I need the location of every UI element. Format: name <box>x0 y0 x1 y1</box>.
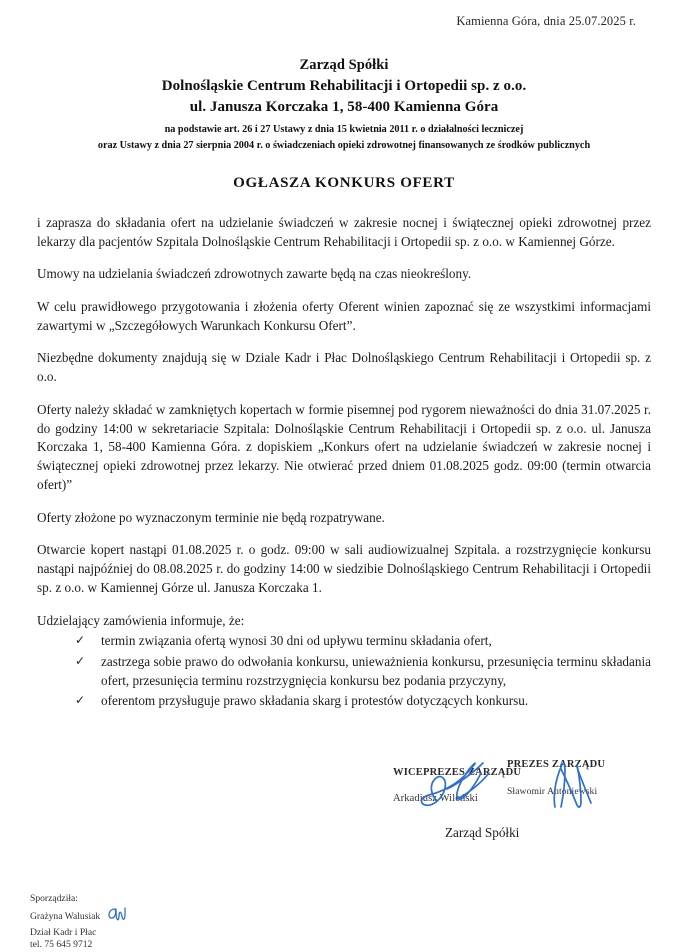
paragraph-late-offers: Oferty złożone po wyznaczonym terminie nie będą rozpatrywane. <box>37 509 385 525</box>
list-item <box>75 653 651 690</box>
paragraph-documents-location: Niezbędne dokumenty znajdują się w Dziale Kadr i Płac Dolnośląskiego Centrum Rehabilitacji i Ortopedii sp. z o.o. <box>37 350 651 385</box>
paragraph-preparation-terms: W celu prawidłowego przygotowania i złożenia oferty Oferent winien zapoznać się ze wszystkimi informacjami zawartymi w „Szczegółowych Warunkach Konkursu Ofert”. <box>37 299 651 333</box>
header-org-line-2: Dolnośląskie Centrum Rehabilitacji i Ortopedii sp. z o.o. <box>161 77 527 94</box>
list-item <box>75 692 651 711</box>
paragraph-contract-duration: Umowy na udzielania świadczeń zdrowotnych zawarte będą na czas nieokreślony. <box>37 266 472 282</box>
page-title: OGŁASZA KONKURS OFERT <box>233 174 455 191</box>
stamp-president-name: Sławomir Antoniewski <box>507 786 598 797</box>
conditions-list <box>37 632 651 711</box>
document-header <box>30 55 658 154</box>
list-item-label: oferentom przysługuje prawo składania skarg i protestów dotyczących konkursu. <box>101 693 529 709</box>
list-item-label: termin związania ofertą wynosi 30 dni od upływu terminu składania ofert, <box>101 633 492 649</box>
header-address-line: ul. Janusza Korczaka 1, 58-400 Kamienna Góra <box>189 98 499 115</box>
header-legal-basis-2: oraz Ustawy z dnia 27 sierpnia 2004 r. o świadczeniach opieki zdrowotnej finansowanych ze środków publicznych <box>97 139 591 151</box>
document-body <box>30 214 658 711</box>
header-org-line-1: Zarząd Spółki <box>299 57 389 73</box>
paragraph-opening-and-resolution: Otwarcie kopert nastąpi 01.08.2025 r. o godz. 09:00 w sali audiowizualnej Szpitala. a rozstrzygnięcie konkursu nastąpi najpóźniej do 08.08.2025 r. do godziny 14:00 w siedzibie Dolnośląskiego Centrum Rehabilitacji i Ortopedii sp. z o.o. w Kamiennej Górze ul. Janusza Korczaka 1. <box>37 542 651 595</box>
paragraph-invitation: i zaprasza do składania ofert na udzielanie świadczeń w zakresie nocnej i świątecznej opieki zdrowotnej przez lekarzy dla pacjentów Szpitala Dolnośląskie Centrum Rehabilitacji i Ortopedii sp. z o.o. w Kamiennej Górze. <box>37 214 651 249</box>
prepared-by-block <box>30 893 129 952</box>
prepared-by-label: Sporządziła: <box>30 893 78 904</box>
signature-footer-label: Zarząd Spółki <box>445 825 520 840</box>
stamp-vice-president <box>393 767 521 804</box>
header-legal-basis-1: na podstawie art. 26 i 27 Ustawy z dnia 15 kwietnia 2011 r. o działalności leczniczej <box>164 124 524 136</box>
list-intro-label: Udzielający zamówienia informuje, że: <box>37 612 245 628</box>
prepared-by-name-row <box>30 906 129 927</box>
stamp-president-title: PREZES ZARZĄDU <box>507 759 606 770</box>
prepared-by-name: Grażyna Walusiak <box>30 910 101 922</box>
stamp-vice-president-title: WICEPREZES ZARZĄDU <box>393 767 522 778</box>
prepared-by-department: Dział Kadr i Płac <box>30 926 97 938</box>
prepared-by-phone: tel. 75 645 9712 <box>30 939 93 951</box>
date-line: Kamienna Góra, dnia 25.07.2025 r. <box>456 14 636 28</box>
check-icon: ✓ <box>75 693 86 708</box>
signature-block <box>385 755 660 845</box>
list-item <box>75 632 651 651</box>
paragraph-submission-instructions: Oferty należy składać w zamkniętych kopertach w formie pisemnej pod rygorem nieważności do dnia 31.07.2025 r. do godziny 14:00 w sekretariacie Szpitala: Dolnośląskie Centrum Rehabilitacji i Ortopedii sp. z o.o. ul. Janusza Korczaka 1, 58-400 Kamienna Góra. z dopiskiem „Konkurs ofert na udzielanie świadczeń w zakresie nocnej i świątecznej opieki zdrowotnej przez lekarzy. Nie otwierać przed dniem 01.08.2025 godz. 09:00 (termin otwarcia ofert)” <box>37 401 651 492</box>
list-item-label: zastrzega sobie prawo do odwołania konkursu, unieważnienia konkursu, przesunięcia terminu składania ofert, przesunięcia terminu rozstrzygnięcia konkursu bez podania przyczyny, <box>101 654 651 688</box>
prepared-by-initials-ink <box>107 906 129 927</box>
stamp-vice-president-name: Arkadiusz Wileński <box>393 793 478 804</box>
check-icon: ✓ <box>75 654 86 669</box>
check-icon: ✓ <box>75 633 86 648</box>
stamp-president <box>507 759 605 797</box>
